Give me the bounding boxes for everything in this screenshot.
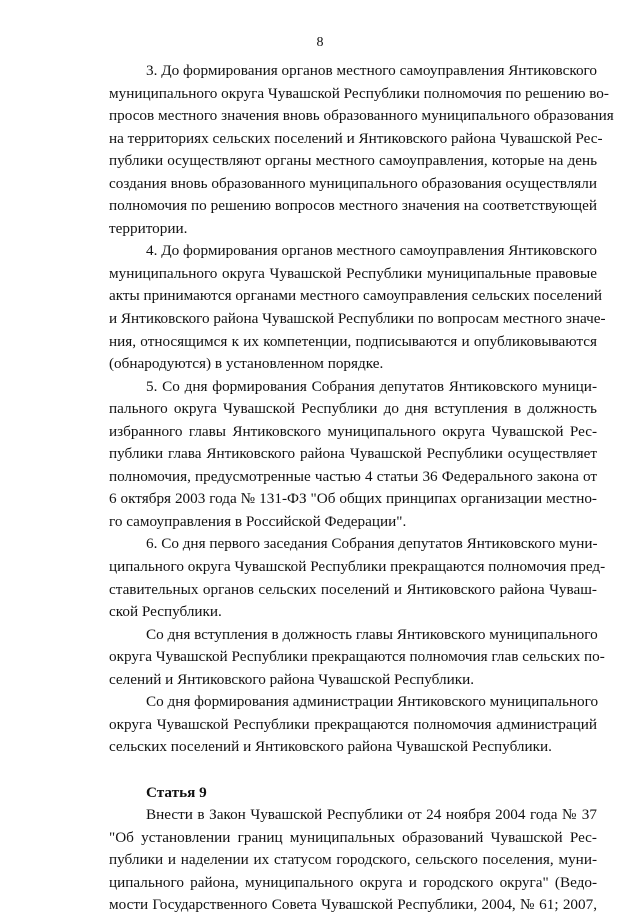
text-line: избранного главы Янтиковского муниципального округа Чувашской Рес-	[109, 422, 597, 440]
page-number: 8	[316, 35, 324, 50]
text-line: 3. До формирования органов местного самоуправления Янтиковского	[146, 62, 597, 79]
text-line: полномочия по решению вопросов местного значения на соответствующей	[109, 197, 597, 215]
text-line: и Янтиковского района Чувашской Республики по вопросам местного значе-	[109, 310, 606, 328]
text-line: ставительных органов сельских поселений и Янтиковского района Чуваш-	[109, 580, 597, 598]
text-line: публики осуществляют органы местного самоуправления, которые на день	[109, 152, 597, 170]
text-line: округа Чувашской Республики прекращаются полномочия глав сельских по-	[109, 648, 605, 666]
text-line: публики и наделении их статусом городского, сельского поселения, муни-	[109, 851, 597, 869]
text-line: округа Чувашской Республики прекращаются полномочия администраций	[109, 715, 597, 733]
article-heading: Статья 9	[146, 783, 207, 801]
text-line: акты принимаются органами местного самоуправления сельских поселений	[109, 287, 602, 305]
text-line: территории.	[109, 219, 188, 237]
text-line: ской Республики.	[109, 603, 222, 621]
text-line: мости Государственного Совета Чувашской Республики, 2004, № 61; 2007,	[109, 896, 597, 914]
text-line: муниципального округа Чувашской Республики муниципальные правовые	[109, 264, 597, 282]
text-line: го самоуправления в Российской Федерации".	[109, 512, 407, 530]
text-line: (обнародуются) в установленном порядке.	[109, 355, 384, 373]
text-line: Со дня вступления в должность главы Янтиковского муниципального	[146, 625, 598, 643]
text-line: пального округа Чувашской Республики до дня вступления в должность	[109, 400, 597, 418]
text-line: публики глава Янтиковского района Чувашской Республики осуществляет	[109, 445, 597, 463]
document-body	[109, 60, 614, 917]
text-line: ния, относящимся к их компетенции, подписываются и опубликовываются	[109, 332, 597, 350]
text-line: "Об установлении границ муниципальных образований Чувашской Рес-	[109, 828, 597, 846]
text-line: Внести в Закон Чувашской Республики от 24 ноября 2004 года № 37	[146, 806, 597, 824]
text-line: сельских поселений и Янтиковского района Чувашской Республики.	[109, 738, 552, 756]
text-line: Со дня формирования администрации Янтиковского муниципального	[146, 693, 599, 711]
text-line: 6 октября 2003 года № 131-ФЗ "Об общих принципах организации местно-	[109, 490, 597, 508]
text-line: селений и Янтиковского района Чувашской Республики.	[109, 670, 475, 688]
text-line: муниципального округа Чувашской Республики полномочия по решению во-	[109, 84, 609, 102]
text-line: на территориях сельских поселений и Янтиковского района Чувашской Рес-	[109, 129, 603, 147]
text-line: полномочия, предусмотренные частью 4 статьи 36 Федерального закона от	[109, 467, 597, 485]
text-line: просов местного значения вновь образованного муниципального образования	[109, 107, 614, 125]
text-line: ципального округа Чувашской Республики прекращаются полномочия пред-	[109, 558, 606, 576]
text-line: 4. До формирования органов местного самоуправления Янтиковского	[146, 242, 597, 260]
text-line: 6. Со дня первого заседания Собрания депутатов Янтиковского муни-	[146, 535, 598, 553]
text-line: ципального района, муниципального округа и городского округа" (Ведо-	[109, 873, 597, 891]
text-line: создания вновь образованного муниципального образования осуществляли	[109, 174, 597, 192]
paragraph-gap	[109, 759, 597, 782]
text-line: 5. Со дня формирования Собрания депутатов Янтиковского муници-	[146, 377, 597, 395]
